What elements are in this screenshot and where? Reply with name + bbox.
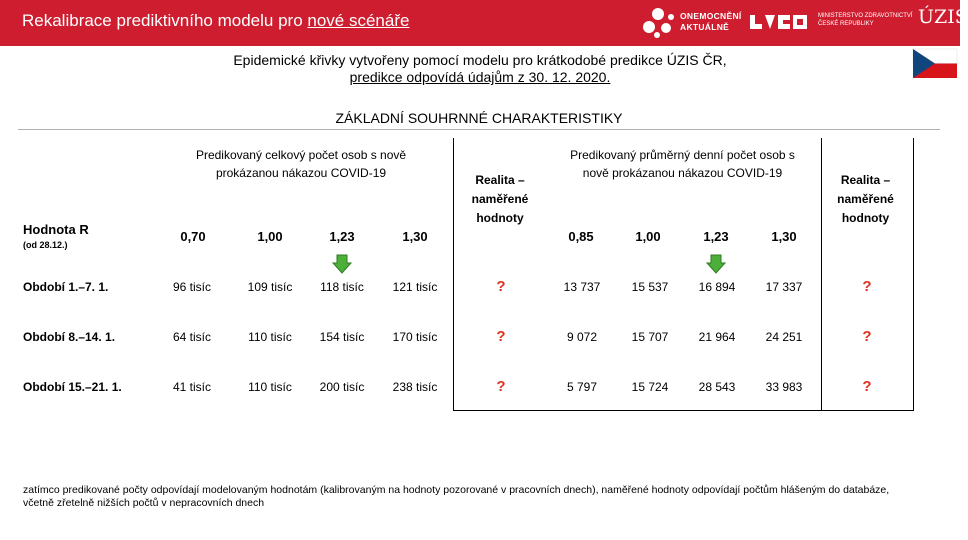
r-value-daily: 0,85 bbox=[568, 229, 594, 244]
total-cell: 238 tisíc bbox=[392, 380, 438, 394]
arrow-down-icon bbox=[332, 254, 352, 274]
header-bar bbox=[0, 0, 968, 46]
reality-unknown: ? bbox=[862, 278, 872, 295]
daily-prediction-header: Predikovaný průměrný denní počet osob s nově prokázanou nákazou COVID-19 bbox=[570, 148, 795, 180]
r-value-daily: 1,30 bbox=[771, 229, 797, 244]
total-cell: 110 tisíc bbox=[248, 380, 292, 394]
arrow-down-icon bbox=[706, 254, 726, 274]
page-title-underlined: nové scénáře bbox=[307, 11, 410, 30]
daily-cell: 9 072 bbox=[566, 330, 598, 344]
total-cell: 170 tisíc bbox=[392, 330, 438, 344]
reality-unknown: ? bbox=[862, 328, 872, 345]
reality-box-1-left bbox=[453, 138, 454, 411]
daily-cell: 15 724 bbox=[631, 380, 669, 394]
reality-unknown: ? bbox=[496, 278, 506, 295]
onemocneni-aktualne-logo bbox=[640, 6, 745, 40]
total-cell: 109 tisíc bbox=[247, 280, 293, 294]
daily-cell: 33 983 bbox=[765, 380, 803, 394]
reality-unknown: ? bbox=[496, 328, 506, 345]
r-sub-label: (od 28.12.) bbox=[23, 240, 68, 250]
daily-cell: 13 737 bbox=[563, 280, 601, 294]
uzis-logo: ÚZIS bbox=[918, 6, 968, 28]
r-value-daily: 1,00 bbox=[635, 229, 661, 244]
daily-cell: 5 797 bbox=[566, 380, 598, 394]
daily-cell: 17 337 bbox=[765, 280, 803, 294]
page-title-prefix: Rekalibrace prediktivního modelu pro bbox=[22, 11, 308, 30]
daily-cell: 28 543 bbox=[698, 380, 736, 394]
row-label: Období 15.–21. 1. bbox=[23, 380, 122, 394]
subtitle bbox=[120, 52, 840, 86]
mz-line-2: ČESKÉ REPUBLIKY bbox=[818, 21, 874, 27]
reality-unknown: ? bbox=[496, 378, 506, 395]
reality-header-1: Realita – naměřené hodnoty bbox=[471, 173, 529, 225]
total-cell: 96 tisíc bbox=[172, 280, 211, 294]
total-cell: 154 tisíc bbox=[319, 330, 365, 344]
total-cell: 41 tisíc bbox=[172, 380, 211, 394]
summary-title: ZÁKLADNÍ SOUHRNNÉ CHARAKTERISTIKY bbox=[335, 110, 623, 126]
row-label: Období 1.–7. 1. bbox=[23, 280, 109, 294]
daily-cell: 16 894 bbox=[698, 280, 736, 294]
reality-box-bottom bbox=[453, 410, 914, 411]
page-title bbox=[22, 11, 409, 31]
r-value-total: 1,30 bbox=[402, 229, 428, 244]
total-cell: 121 tisíc bbox=[392, 280, 438, 294]
reality-header-2: Realita – naměřené hodnoty bbox=[837, 173, 894, 225]
r-value-total: 1,00 bbox=[257, 229, 283, 244]
r-value-total: 0,70 bbox=[180, 229, 206, 244]
czech-flag-icon bbox=[913, 49, 957, 78]
logo-line-1: ONEMOCNĚNÍ bbox=[680, 11, 742, 21]
footnote: zatímco predikované počty odpovídají modelovaným hodnotám (kalibrovaným na hodnoty pozorované v pracovních dnech), naměřené hodnoty odpovídají počtům hlášeným do databáze, včetně zřetelně nižších počtů v nepracovních dnech bbox=[23, 484, 890, 509]
reality-box-2-right bbox=[913, 138, 914, 411]
daily-cell: 24 251 bbox=[765, 330, 803, 344]
daily-cell: 21 964 bbox=[698, 330, 736, 344]
mz-logo-text bbox=[818, 12, 913, 28]
total-cell: 118 tisíc bbox=[320, 280, 364, 294]
logo-line-2: AKTUÁLNĚ bbox=[680, 22, 730, 32]
mz-line-1: MINISTERSTVO ZDRAVOTNICTVÍ bbox=[818, 13, 913, 19]
reality-box-2-left bbox=[821, 138, 822, 411]
molecule-icon bbox=[640, 6, 676, 40]
reality-unknown: ? bbox=[862, 378, 872, 395]
divider bbox=[18, 129, 940, 130]
total-prediction-header: Predikovaný celkový počet osob s nově prokázanou nákazou COVID-19 bbox=[195, 148, 407, 180]
daily-cell: 15 537 bbox=[631, 280, 669, 294]
total-cell: 110 tisíc bbox=[248, 330, 292, 344]
daily-cell: 15 707 bbox=[631, 330, 669, 344]
total-cell: 64 tisíc bbox=[172, 330, 211, 344]
subtitle-line-2: predikce odpovídá údajům z 30. 12. 2020. bbox=[349, 69, 611, 85]
r-value-daily: 1,23 bbox=[703, 229, 729, 244]
row-label: Období 8.–14. 1. bbox=[23, 330, 116, 344]
subtitle-line-1: Epidemické křivky vytvořeny pomocí modelu pro krátkodobé predikce ÚZIS ČR, bbox=[233, 52, 727, 68]
r-label: Hodnota R bbox=[23, 222, 89, 237]
total-cell: 200 tisíc bbox=[319, 380, 365, 394]
r-value-total: 1,23 bbox=[329, 229, 355, 244]
mz-logo-icon bbox=[750, 12, 812, 32]
